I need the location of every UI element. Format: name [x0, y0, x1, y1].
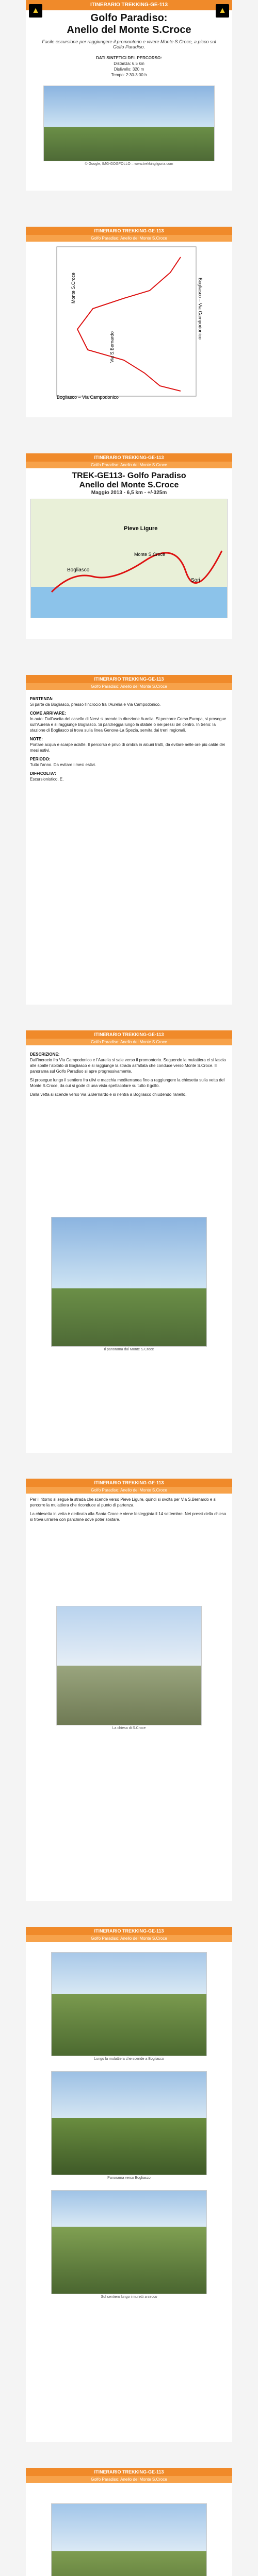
description-section [26, 1045, 232, 1104]
info-section [26, 690, 232, 788]
cover-photo-caption: © Google, IMG-GOGFOLLO – www.trekkingliguria.com [85, 162, 173, 166]
photo-chiesa-caption: La chiesa di S.Croce [112, 1726, 146, 1730]
photo-muretti [51, 2190, 207, 2294]
page-band: ITINERARIO TREKKING-GE-113 [26, 1479, 232, 1487]
page-band-sub: Golfo Paradiso: Anello del Monte S.Croce [26, 1935, 232, 1942]
route-map [30, 499, 228, 618]
hiker-icon-right: ▲ [216, 4, 229, 18]
profile-label-mid: Monte S.Croce [71, 272, 76, 303]
page-band: ITINERARIO TREKKING-GE-113 [26, 453, 232, 462]
heading-difficolta: DIFFICOLTA': [30, 771, 56, 776]
elevation-profile [26, 242, 232, 401]
summary-data [26, 56, 232, 77]
page-band: ITINERARIO TREKKING-GE-113 [26, 1030, 232, 1039]
summary-distance: Distanza: 6,5 km [114, 61, 144, 66]
summary-title: DATI SINTETICI DEL PERCORSO: [96, 56, 162, 60]
photo-sanbernardo [51, 2503, 207, 2576]
page-band-sub: Golfo Paradiso: Anello del Monte S.Croce [26, 235, 232, 242]
page-band: ITINERARIO TREKKING-GE-113 [26, 227, 232, 235]
profile-label-top: Bogliasco – Via Campodonico [198, 278, 203, 340]
photo-mulattiera-caption: Lungo la mulattiera che scende a Bogliasco [94, 2057, 164, 2061]
photo-bogliasco [51, 2071, 207, 2175]
profile-label-bottom: Bogliasco – Via Campodonico [57, 395, 119, 400]
map-label-pieve: Pieve Ligure [124, 526, 158, 532]
map-label-croce: Monte S.Croce [134, 552, 166, 557]
photo-bogliasco-caption: Panorama verso Bogliasco [107, 2176, 151, 2180]
text-descr-1: Dall'incrocio fra Via Campodonico e l'Aurelia si sale verso il promontorio. Seguendo la mulattiera ci si lascia alle spalle l'abitato di Bogliasco e si raggiunge la strada asfaltata che conduce verso Monte S.Croce. Il panorama sul Golfo Paradiso si apre progressivamente. [30, 1058, 226, 1074]
page-band-sub: Golfo Paradiso: Anello del Monte S.Croce [26, 1487, 232, 1494]
heading-come-arrivare: COME ARRIVARE: [30, 711, 66, 716]
page-7 [26, 1927, 232, 2442]
cover-photo [43, 86, 215, 161]
page-band-sub: Golfo Paradiso: Anello del Monte S.Croce [26, 1039, 232, 1045]
map-label-bogliasco: Bogliasco [67, 567, 90, 573]
page-title-2: Anello del Monte S.Croce [67, 24, 191, 36]
heading-periodo: PERIODO: [30, 757, 51, 761]
page-4 [26, 675, 232, 1005]
page-header: ITINERARIO TREKKING-GE-113 [26, 0, 232, 10]
photo-chiesa [56, 1606, 202, 1725]
page-3 [26, 453, 232, 639]
hiker-icon: ▲ [29, 4, 42, 18]
text-partenza: Si parte da Bogliasco, presso l'incrocio fra l'Aurelia e Via Campodonico. [30, 702, 161, 707]
page-5 [26, 1030, 232, 1453]
map-title-2: Anello del Monte S.Croce [79, 481, 179, 489]
page-title: Golfo Paradiso: [90, 12, 168, 24]
photo-panorama [51, 1217, 207, 1347]
heading-note: NOTE: [30, 737, 43, 741]
page-band-sub: Golfo Paradiso: Anello del Monte S.Croce [26, 462, 232, 468]
page-8 [26, 2468, 232, 2576]
text-note: Portare acqua e scarpe adatte. Il percorso è privo di ombra in alcuni tratti, da evitare nelle ore più calde dei mesi estivi. [30, 742, 225, 753]
summary-elevation: Dislivello: 320 m [114, 67, 144, 72]
text-difficolta: Escursionistico, E. [30, 777, 64, 782]
summary-time: Tempo: 2:30-3:00 h [111, 73, 147, 77]
page-1 [26, 0, 232, 191]
text-descr-4: Per il ritorno si segue la strada che scende verso Pieve Ligure, quindi si svolta per Via S.Bernardo e si percorre la mulattiera che riconduce al punto di partenza. [30, 1497, 217, 1507]
photo-muretti-caption: Sul sentiero lungo i muretti a secco [101, 2295, 157, 2299]
text-descr-3: Dalla vetta si scende verso Via S.Bernardo e si rientra a Bogliasco chiudendo l'anello. [30, 1092, 187, 1097]
text-periodo: Tutto l'anno. Da evitare i mesi estivi. [30, 762, 96, 767]
page-6 [26, 1479, 232, 1901]
text-descr-2: Si prosegue lungo il sentiero fra ulivi e macchia mediterranea fino a raggiungere la chiesetta sulla vetta del Monte S.Croce, da cui si gode di una vista spettacolare su tutto il golfo. [30, 1078, 225, 1088]
map-title: TREK-GE113- Golfo Paradiso [72, 471, 186, 480]
description-section-2 [26, 1494, 232, 1529]
heading-partenza: PARTENZA: [30, 697, 54, 701]
page-description: Facile escursione per raggiungere il promontorio e vivere Monte S.Croce, a picco sul Golfo Paradiso. [42, 39, 216, 49]
page-2 [26, 227, 232, 417]
heading-descrizione: DESCRIZIONE: [30, 1052, 60, 1057]
page-band: ITINERARIO TREKKING-GE-113 [26, 2468, 232, 2476]
page-band: ITINERARIO TREKKING-GE-113 [26, 1927, 232, 1935]
profile-label-mid2: Via S.Bernardo [109, 331, 115, 363]
map-label-sori: Sori [191, 578, 200, 583]
map-title-3: Maggio 2013 - 6,5 km - +/-325m [91, 490, 167, 496]
text-descr-5: La chiesetta in vetta è dedicata alla Santa Croce e viene festeggiata il 14 settembre. Nei pressi della chiesa si trova un'area con panchine dove poter sostare. [30, 1512, 227, 1522]
page-band-sub: Golfo Paradiso: Anello del Monte S.Croce [26, 2476, 232, 2483]
page-band-sub: Golfo Paradiso: Anello del Monte S.Croce [26, 683, 232, 690]
text-come-arrivare: In auto: Dall'uscita del casello di Nervi si prende la direzione Aurelia. Si percorre Corso Europa, si prosegue sull'Aurelia e si raggiunge Bogliasco. Si parcheggia lungo la statale o nei pressi del centro. In treno: la stazione di Bogliasco si trova sulla linea Genova-La Spezia, servita dai treni regionali. [30, 717, 227, 733]
photo-mulattiera [51, 1952, 207, 2056]
photo-panorama-caption: Il panorama dal Monte S.Croce [104, 1348, 154, 1351]
page-band: ITINERARIO TREKKING-GE-113 [26, 675, 232, 683]
